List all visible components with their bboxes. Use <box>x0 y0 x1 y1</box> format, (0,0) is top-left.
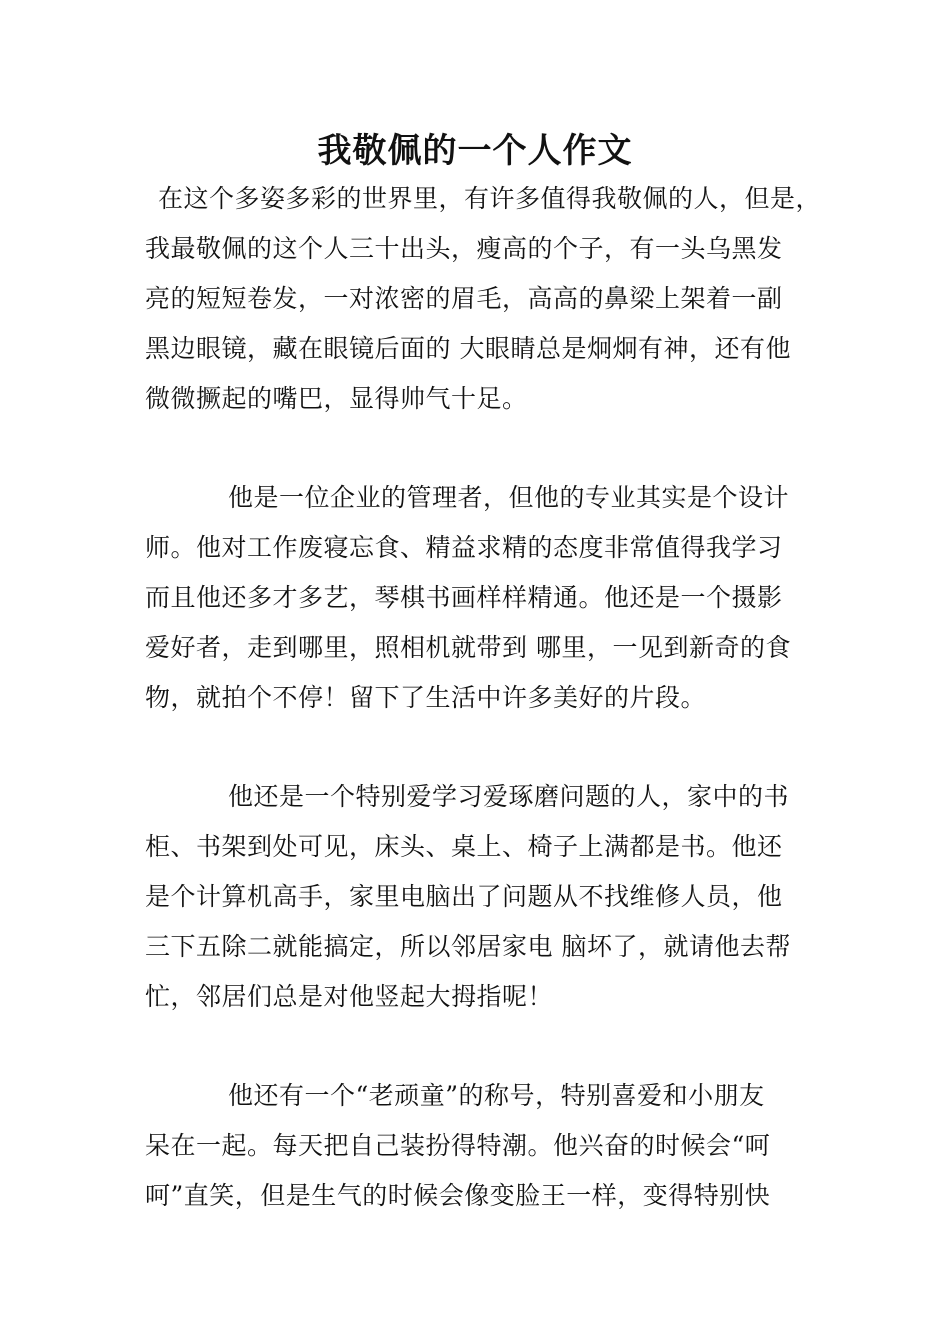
paragraph-2-line-4: 爱好者，走到哪里，照相机就带到 哪里，一见到新奇的食 <box>145 633 791 662</box>
paragraph-2-line-5: 物，就拍个不停！留下了生活中许多美好的片段。 <box>145 683 707 712</box>
paragraph-2-line-3: 而且他还多才多艺，琴棋书画样样精通。他还是一个摄影 <box>145 583 783 612</box>
paragraph-3-line-4: 三下五除二就能搞定，所以邻居家电 脑坏了，就请他去帮 <box>145 932 791 961</box>
paragraph-1-line-4: 黑边眼镜，藏在眼镜后面的 大眼睛总是炯炯有神，还有他 <box>145 334 791 363</box>
paragraph-2-line-1: 他是一位企业的管理者，但他的专业其实是个设计 <box>228 483 790 512</box>
paragraph-1-line-3: 亮的短短卷发，一对浓密的眉毛，高高的鼻梁上架着一副 <box>145 284 783 313</box>
paragraph-3-line-3: 是个计算机高手，家里电脑出了问题从不找维修人员，他 <box>145 882 783 911</box>
paragraph-2-line-2: 师。他对工作废寝忘食、精益求精的态度非常值得我学习 <box>145 533 783 562</box>
paragraph-4-line-3: 呵”直笑，但是生气的时候会像变脸王一样，变得特别快 <box>145 1181 771 1210</box>
paragraph-3-line-2: 柜、书架到处可见，床头、桌上、椅子上满都是书。他还 <box>145 832 783 861</box>
paragraph-4-line-1: 他还有一个“老顽童”的称号，特别喜爱和小朋友 <box>228 1081 765 1110</box>
document-title: 我敬佩的一个人作文 <box>317 131 633 171</box>
paragraph-3-line-1: 他还是一个特别爱学习爱琢磨问题的人，家中的书 <box>228 782 790 811</box>
paragraph-4-line-2: 呆在一起。每天把自己装扮得特潮。他兴奋的时候会“呵 <box>145 1131 771 1160</box>
paragraph-3-line-5: 忙，邻居们总是对他竖起大拇指呢！ <box>145 982 554 1011</box>
paragraph-1-line-5: 微微撅起的嘴巴，显得帅气十足。 <box>145 384 528 413</box>
paragraph-1-line-1: 在这个多姿多彩的世界里，有许多值得我敬佩的人，但是， <box>158 184 822 213</box>
paragraph-1-line-2: 我最敬佩的这个人三十出头，瘦高的个子，有一头乌黑发 <box>145 234 783 263</box>
